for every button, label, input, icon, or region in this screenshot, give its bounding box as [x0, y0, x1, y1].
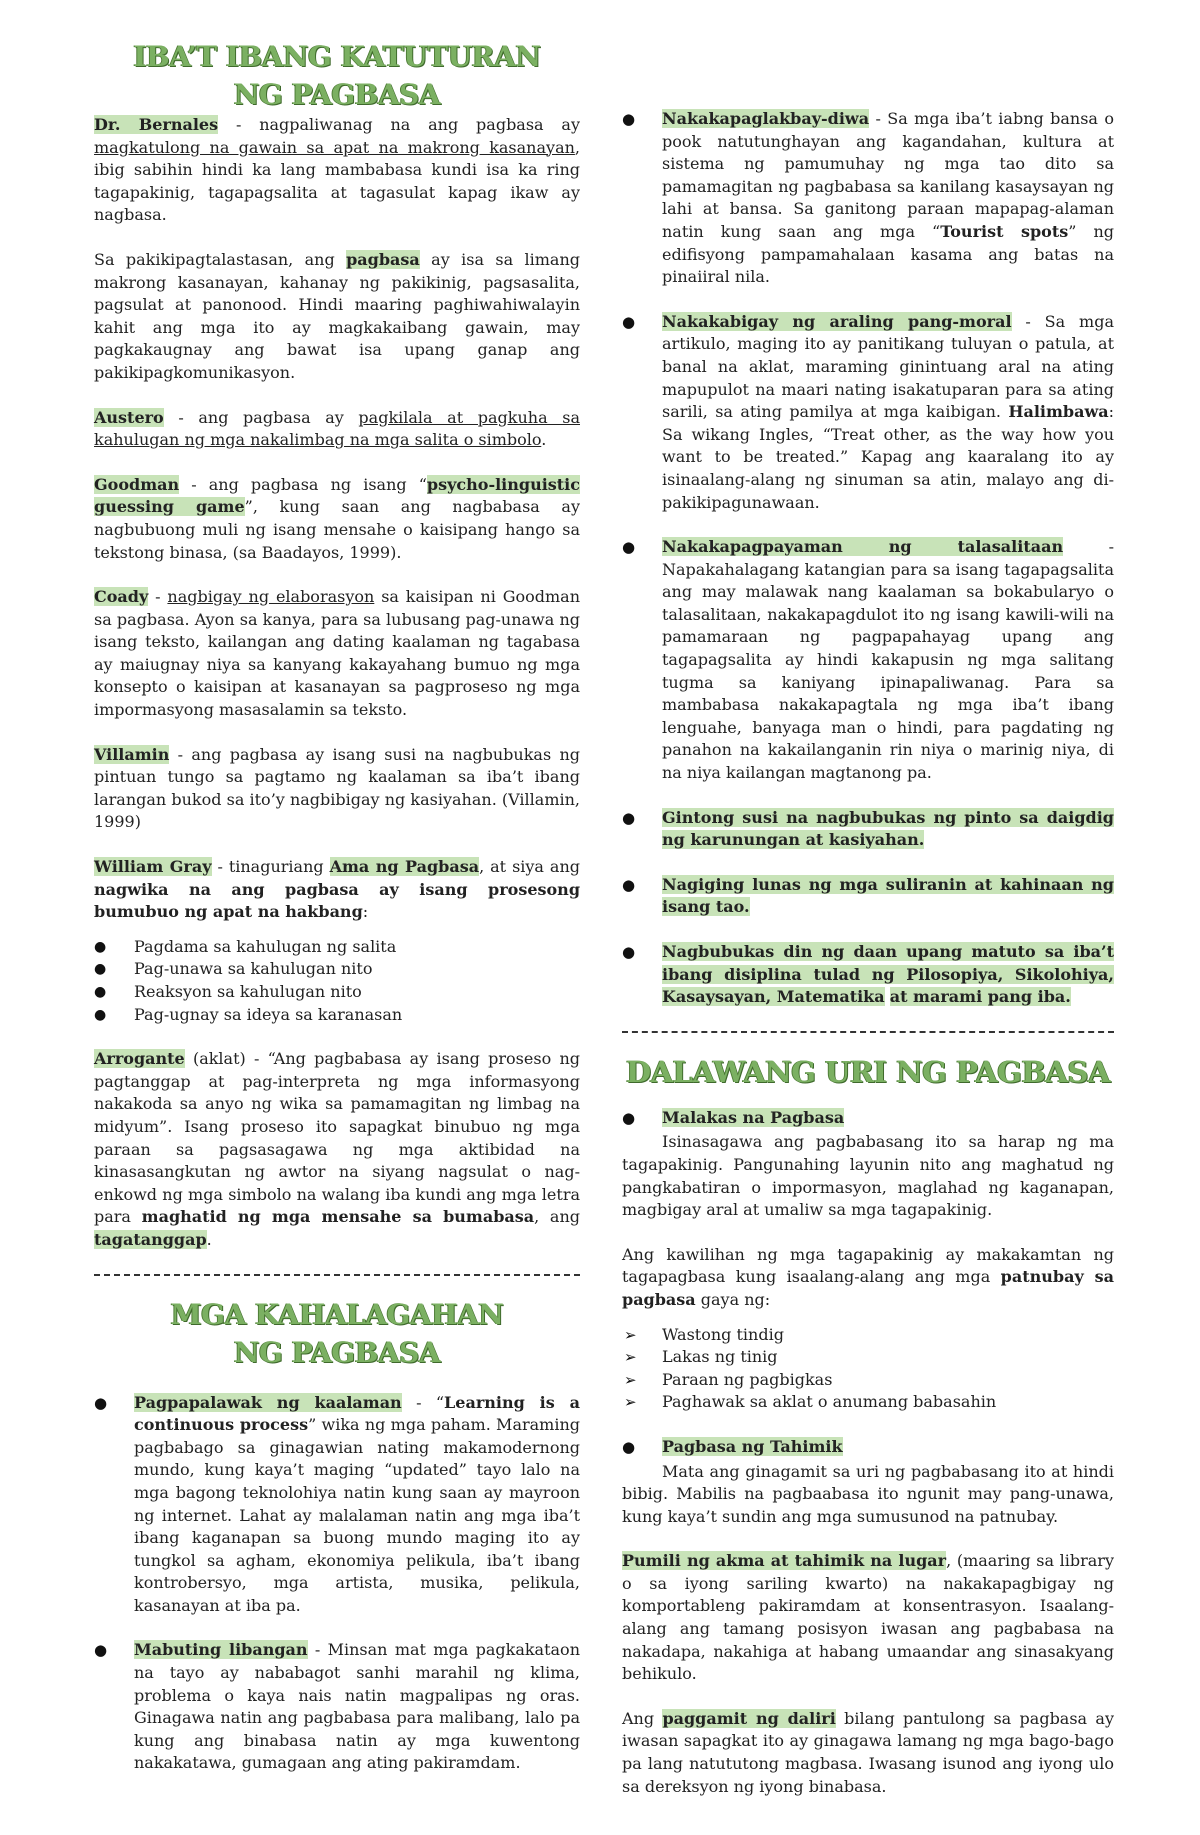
highlight-text: Mabuting libangan: [134, 1640, 308, 1660]
text: -: [148, 587, 168, 607]
text: , (maaring sa library o sa iyong sariling kwarto) na nakakapagbigay ng komportableng pakiramdam at konsentrasyon. Isaalang-alang ang tamang posisyon iwasan ang pagbabasa na nakadapa, nakahiga at habang umaandar ang sinasakyang behikulo.: [622, 1551, 1114, 1684]
text: - Napakahalagang katangian para sa isang tagapagsalita ang may malawak nang kaalaman sa bokabularyo o talasalitaan, nakakapagdulot ito ng isang kawili-wili na pamamaraan ng pagpapahayag upang ang tagapagsalita ay hindi kakapusin ng mga salitang tugma sa kaniyang ipinapaliwanag. Para sa mambabasa nakakapagtala ng mga iba’t ibang lenguahe, banyaga man o hindi, para pagdating ng panahon na kakailanganin rin niya o marinig niya, di na niya kailangan magtanong pa.: [662, 537, 1114, 783]
text: Sa pakikipagtalastasan, ang: [94, 249, 347, 269]
austero-paragraph: [94, 407, 580, 452]
name-coady: Coady: [94, 587, 149, 607]
text: bilang pantulong sa pagbasa ay iwasan sapagkat ito ay ginagawa lamang ng mga bago-bago pa lang natututong magbasa. Iwasang isunod ang iyong ulo sa dereksyon ng iyong binabasa.: [622, 1708, 1114, 1796]
text: - Minsan mat mga pagkakataon na tayo ay nababagot sanhi marahil ng klima, problema o kaya nais natin magpalipas ng oras. Ginagawa natin ang pagbabasa para malibang, lalo pa kung ang binabasa natin ay mga kuwentong nakakatawa, gumagaan ang ating pakiramdam.: [134, 1640, 580, 1773]
patnubay-intro: [622, 1244, 1114, 1312]
text: .: [541, 430, 547, 450]
list-item: [622, 874, 1114, 919]
text: ”, kung saan ang nagbabasa ay nagbubuong muli ng isang mensahe o kaisipang hango sa tekstong binasa, (sa Baadayos, 1999).: [94, 497, 580, 562]
bold-text: Learning is a continuous process: [134, 1392, 580, 1435]
name-arrogante: Arrogante: [94, 1049, 185, 1069]
highlight-tagatanggap: tagatanggap: [94, 1229, 207, 1249]
underline-text: nagbigay ng elaborasyon: [167, 587, 375, 607]
text: .: [206, 1229, 212, 1249]
text: - ang pagbasa ay: [163, 407, 359, 427]
text: ” ng edifisyong pampamahalaan kasama ang batas na pinaiiral nila.: [662, 221, 1115, 287]
text: , ang: [534, 1207, 581, 1227]
text: ” wika ng mga paham. Maraming pagbabago sa ginagawian nating makamodernong mundo, kung kaya’t maging “updated” tayo lalo na mga bagong teknolohiya natin kung saan ay mayroon ng internet. Lahat ay malalaman natin ang mga iba’t ibang kaganapan sa buong mundo maging ito ay tungkol sa agham, ekonomiya pelikula, iba’t ibang kontrobersyo, mga artista, musika, pelikula, kasanayan at iba pa.: [134, 1415, 580, 1615]
daliri-paragraph: [622, 1708, 1114, 1798]
text: - ang pagbasa ng isang “: [179, 474, 427, 494]
dashed-divider: [622, 1031, 1114, 1033]
highlight-text: Nakakapaglakbay-diwa: [662, 109, 870, 128]
bold-text: Halimbawa: [1008, 402, 1109, 422]
highlight-text: Nagbubukas din ng daan upang matuto sa iba’t ibang disiplina tulad ng Pilosopiya, Sikolohiya, Kasaysayan, Matematika: [662, 942, 1114, 1007]
list-item: ● Reaksyon sa kahulugan nito: [94, 981, 580, 1004]
highlight-guessing-game: psycho-linguistic guessing game: [94, 474, 580, 517]
uri-list-2: [622, 1436, 1114, 1459]
bernales-paragraph: [94, 114, 580, 227]
text: ay isa sa limang makrong kasanayan, kahanay ng pakikinig, pagsasalita, pagsulat at panonood. Hindi maaring paghiwahiwalayin kahit ang mga ito ay magkakaibang gawain, may pagkakaugnay ang bawat isa upang ganap ang pakikipagkomunikasyon.: [94, 249, 580, 382]
malakas-description: Isinasagawa ang pagbabasang ito sa harap ng ma tagapakinig. Pangunahing layunin nito ang maghatud ng pangkabatiran o impormasyon, maglahad ng kaganapan, magbigay aral at umaliw sa mga tagapakinig.: [622, 1132, 1114, 1220]
list-item: [622, 1436, 1114, 1459]
highlight-pagbasa-ng-tahimik: Pagbasa ng Tahimik: [662, 1436, 843, 1456]
highlight-text: Gintong susi na nagbubukas ng pinto sa daigdig ng karunungan at kasiyahan.: [662, 807, 1114, 850]
uri-list-1: [622, 1107, 1114, 1130]
gray-paragraph: [94, 856, 580, 924]
highlight-ama-ng-pagbasa: Ama ng Pagbasa: [329, 857, 480, 877]
bold-text: maghatid ng mga mensahe sa bumabasa: [141, 1207, 535, 1227]
kahalagahan-list-left: [94, 1392, 580, 1776]
highlight-pagbasa: pagbasa: [346, 249, 420, 269]
list-item: [622, 311, 1114, 514]
highlight-text: Pumili ng akma at tahimik na lugar: [622, 1551, 947, 1571]
pakikipagtalastasan-paragraph: [94, 249, 580, 385]
arrogante-paragraph: [94, 1048, 580, 1251]
highlight-text: Nakakapagpayaman ng talasalitaan: [662, 537, 1064, 557]
highlight-text: Nakakabigay ng araling pang-moral: [662, 311, 1012, 331]
name-bernales: Dr. Bernales: [94, 115, 219, 134]
dashed-divider: [94, 1274, 580, 1276]
kahalagahan-list-right: [622, 108, 1114, 1009]
underline-text: pagkilala at pagkuha sa kahulugan ng mga nakalimbag na mga salita o simbolo: [94, 407, 580, 450]
heading-katuturan: [94, 38, 580, 114]
heading-line-2: NG PAGBASA: [233, 1335, 441, 1369]
name-villamin: Villamin: [94, 744, 170, 764]
heading-line-2: NG PAGBASA: [233, 78, 441, 111]
highlight-text: Pagpapalawak ng kaalaman: [134, 1392, 402, 1412]
text: gaya ng:: [695, 1289, 771, 1309]
list-item: [622, 536, 1114, 785]
highlight-text: Nagiging lunas ng mga suliranin at kahinaan ng isang tao.: [662, 874, 1114, 917]
list-item: ● Pag-ugnay sa ideya sa karanasan: [94, 1004, 580, 1027]
text: - “: [401, 1392, 445, 1412]
text: Ang: [622, 1708, 663, 1728]
list-item: ➢ Paghawak sa aklat o anumang babasahin: [622, 1391, 1114, 1414]
list-item: [94, 1392, 580, 1618]
highlight-malakas-na-pagbasa: Malakas na Pagbasa: [662, 1107, 845, 1127]
text: - Sa mga iba’t iabng bansa o pook natutunghayan ang kagandahan, kultura at sistema ng pamumuhay ng mga tao dito sa pamamagitan ng pagbabasa sa kanilang kasaysayan ng lahi at bansa. Sa ganitong paraan mapapag-alaman natin kung saan ang mga “: [662, 109, 1114, 241]
bold-text: patnubay sa pagbasa: [622, 1267, 1114, 1309]
right-column: [622, 108, 1114, 1820]
highlight-text: paggamit ng daliri: [662, 1708, 836, 1728]
name-goodman: Goodman: [94, 474, 180, 494]
list-item: ● Pag-unawa sa kahulugan nito: [94, 958, 580, 981]
text: - tinaguriang: [211, 857, 330, 877]
list-item: ➢ Lakas ng tinig: [622, 1346, 1114, 1369]
coady-paragraph: [94, 586, 580, 722]
text: [885, 987, 890, 1006]
gray-steps-list: [94, 936, 580, 1026]
pumili-paragraph: [622, 1550, 1114, 1686]
name-william-gray: William Gray: [94, 857, 212, 877]
text: , ibig sabihin hindi ka lang mambabasa kundi isa ka ring tagapakinig, tagapagsalita at tagasulat kapag ikaw ay nagbasa.: [94, 137, 580, 225]
text: - nagpaliwanag na ang pagbasa ay: [218, 115, 581, 134]
name-austero: Austero: [94, 407, 164, 427]
tahimik-description: Mata ang ginagamit sa uri ng pagbabasang ito at hindi bibig. Mabilis na pagbaabasa ito ngunit may pang-unawa, kung kaya’t sundin ang mga sumusunod na patnubay.: [622, 1461, 1114, 1526]
text: - Sa mga artikulo, maging ito ay panitikang tuluyan o patula, at banal na aklat, maraming ginintuang aral na ating mapupulot na maari nating isakatuparan para sa ating sarili, sa ating pamilya at mga kaibigan.: [662, 311, 1114, 422]
heading-kahalagahan: [94, 1296, 580, 1372]
text: (aklat) - “Ang pagbabasa ay isang proseso ng pagtanggap at pag-interpreta ng mga informasyong nakakoda sa anyo ng wika sa pamamagitan ng limbag na midyum”. Isang proseso ito sapagkat binubuo ng mga paraan sa pagsasagawa ng mga aktibidad na kinasasangkutan ng awtor na siyang nagsulat o nag-enkowd ng mga simbolo na walang iba kundi ang mga letra para: [94, 1049, 580, 1227]
text: : Sa wikang Ingles, “Treat other, as the way how you want to be treated.” Kapag ang kaaralang ito ay isinaalang-alang ng sinuman sa atin, malayo ang di-pakikipagunawaan.: [662, 402, 1114, 512]
text: - ang pagbasa ay isang susi na nagbubukas ng pintuan tungo sa pagtamo ng kaalaman sa iba’t ibang larangan bukod sa ito’y nagbibigay ng kasiyahan. (Villamin, 1999): [94, 744, 580, 832]
goodman-paragraph: [94, 474, 580, 564]
patnubay-list: [622, 1324, 1114, 1414]
text: Ang kawilihan ng mga tagapakinig ay makakamtan ng tagapagbasa kung isaalang-alang ang mga: [622, 1244, 1114, 1287]
underline-text: magkatulong na gawain sa apat na makrong kasanayan: [94, 137, 575, 157]
list-item: ➢ Wastong tindig: [622, 1324, 1114, 1347]
list-item: [94, 1639, 580, 1775]
list-item: ➢ Paraan ng pagbigkas: [622, 1369, 1114, 1392]
heading-line-1: MGA KAHALAGAHAN: [170, 1297, 504, 1331]
left-column: [94, 38, 580, 1797]
list-item: [622, 807, 1114, 852]
text: sa kaisipan ni Goodman sa pagbasa. Ayon sa kanya, para sa lubusang pag-unawa ng isang teksto, kailangan ang dating kaalaman ng tagabasa ay maiugnay niya sa kanyang kakayahang bumuo ng mga konsepto o kaisipan at kasanayan sa pagproseso ng mga impormasyong masasalamin sa teksto.: [94, 587, 581, 720]
text: :: [362, 902, 369, 922]
list-item: [622, 1107, 1114, 1130]
list-item: [622, 941, 1114, 1009]
heading-line-1: IBA’T IBANG KATUTURAN: [133, 40, 541, 73]
bold-text: Tourist spots: [940, 221, 1069, 241]
bold-text: nagwika na ang pagbasa ay isang prosesong bumubuo ng apat na hakbang: [94, 879, 580, 922]
list-item: [622, 108, 1114, 289]
heading-dalawang-uri: DALAWANG URI NG PAGBASA: [625, 1054, 1111, 1089]
text: , at siya ang: [479, 857, 581, 877]
highlight-text: at marami pang iba.: [889, 987, 1071, 1007]
list-item: ● Pagdama sa kahulugan ng salita: [94, 936, 580, 959]
villamin-paragraph: [94, 744, 580, 834]
